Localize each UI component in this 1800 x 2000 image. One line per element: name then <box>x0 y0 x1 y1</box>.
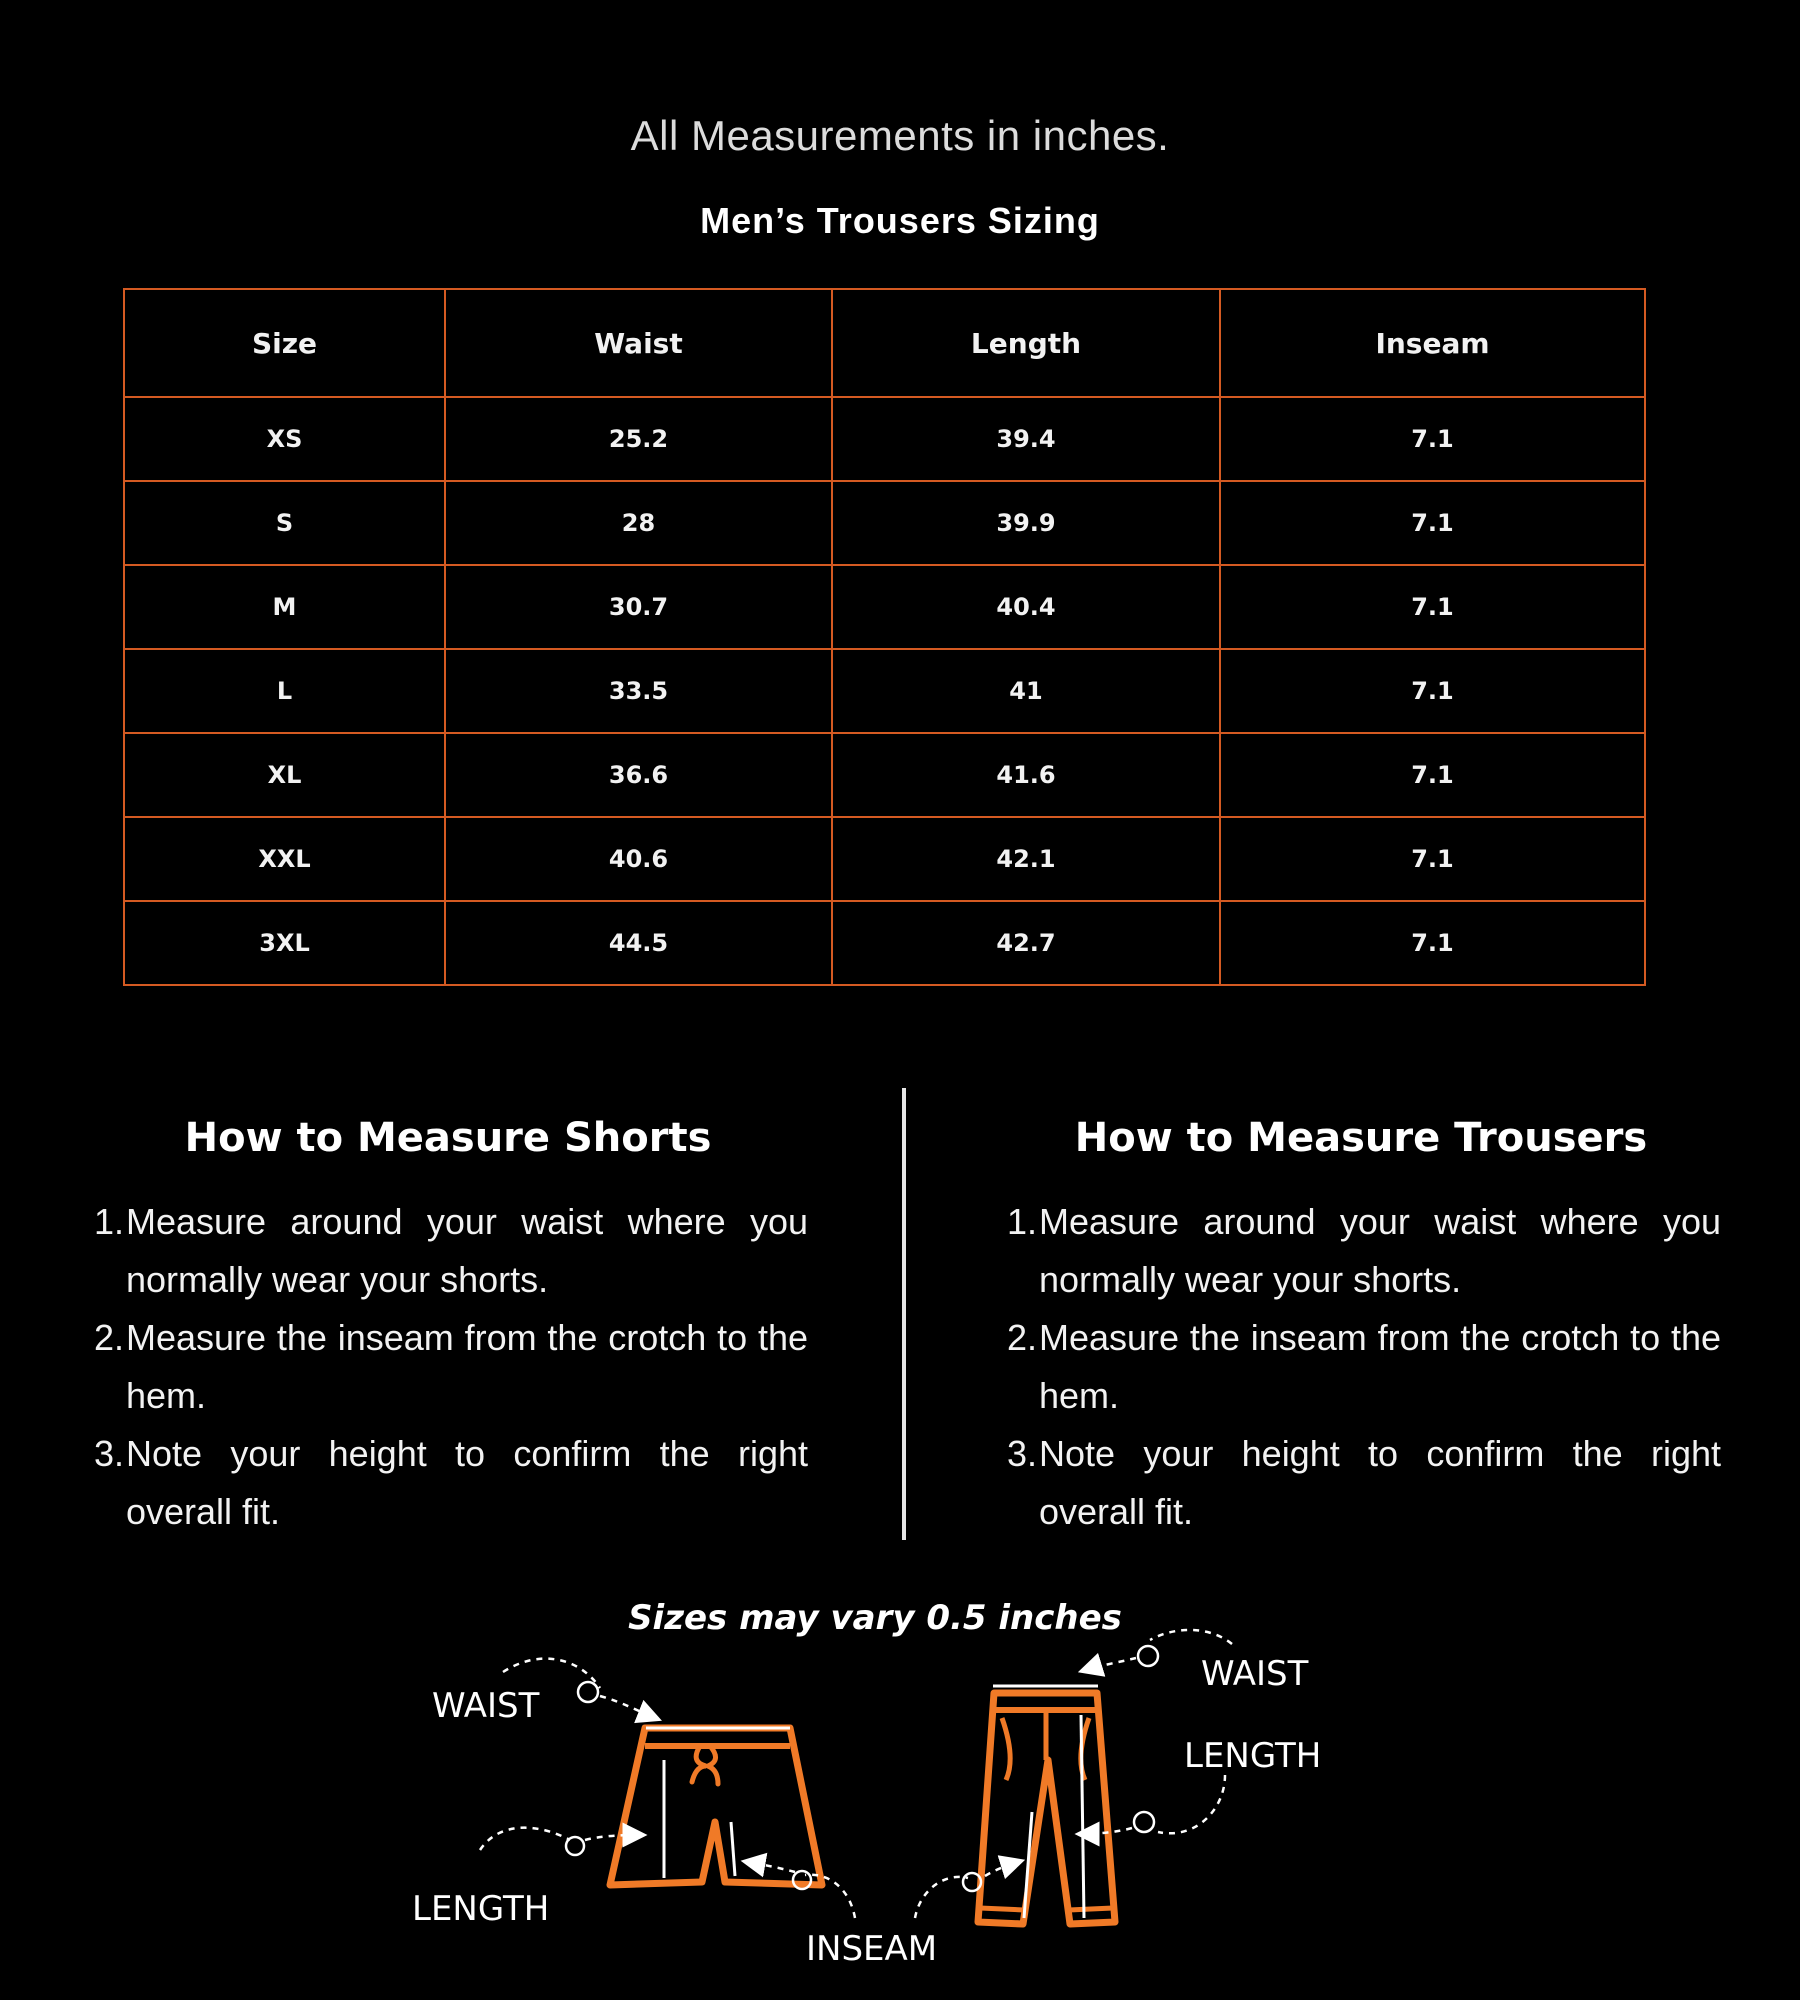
section-divider <box>902 1088 906 1540</box>
shorts-waist-label: WAIST <box>432 1686 540 1726</box>
step-number: 1. <box>1006 1201 1037 1242</box>
cell-length: 42.1 <box>832 817 1220 901</box>
column-header-waist: Waist <box>445 289 832 397</box>
trousers-steps-list <box>1001 1193 1721 1541</box>
step-text: Measure the inseam from the crotch to the hem. <box>1039 1317 1721 1416</box>
inseam-label: INSEAM <box>806 1929 938 1969</box>
cell-size: 3XL <box>124 901 445 985</box>
step-number: 2. <box>93 1317 124 1358</box>
cell-length: 41.6 <box>832 733 1220 817</box>
step-text: Note your height to confirm the right overall fit. <box>126 1433 808 1532</box>
cell-length: 42.7 <box>832 901 1220 985</box>
cell-waist: 40.6 <box>445 817 832 901</box>
cell-size: M <box>124 565 445 649</box>
cell-inseam: 7.1 <box>1220 565 1645 649</box>
trousers-icon <box>978 1686 1115 1924</box>
cell-inseam: 7.1 <box>1220 649 1645 733</box>
cell-size: XXL <box>124 817 445 901</box>
size-variance-note: Sizes may vary 0.5 inches <box>628 1598 1122 1638</box>
shorts-length-label: LENGTH <box>412 1889 550 1929</box>
cell-waist: 36.6 <box>445 733 832 817</box>
cell-waist: 33.5 <box>445 649 832 733</box>
callout-arrows <box>480 1630 1232 1918</box>
cell-waist: 30.7 <box>445 565 832 649</box>
cell-inseam: 7.1 <box>1220 901 1645 985</box>
list-item <box>88 1309 808 1425</box>
step-text: Measure the inseam from the crotch to the hem. <box>126 1317 808 1416</box>
shorts-steps-list <box>88 1193 808 1541</box>
units-note: All Measurements in inches. <box>630 112 1170 159</box>
measurement-diagram <box>0 1600 1800 2000</box>
table-row <box>124 397 1645 481</box>
cell-size: S <box>124 481 445 565</box>
trousers-guide <box>1001 1115 1721 1541</box>
cell-inseam: 7.1 <box>1220 481 1645 565</box>
column-header-inseam: Inseam <box>1220 289 1645 397</box>
table-row <box>124 901 1645 985</box>
cell-inseam: 7.1 <box>1220 397 1645 481</box>
page-title: Men’s Trousers Sizing <box>700 200 1100 241</box>
cell-waist: 28 <box>445 481 832 565</box>
cell-inseam: 7.1 <box>1220 733 1645 817</box>
table-row <box>124 565 1645 649</box>
cell-inseam: 7.1 <box>1220 817 1645 901</box>
column-header-size: Size <box>124 289 445 397</box>
shorts-guide <box>88 1115 808 1541</box>
list-item <box>88 1193 808 1309</box>
trousers-length-label: LENGTH <box>1184 1736 1322 1776</box>
shorts-guide-heading: How to Measure Shorts <box>184 1115 712 1161</box>
shorts-icon <box>610 1728 822 1885</box>
trousers-guide-heading: How to Measure Trousers <box>1074 1115 1648 1161</box>
step-number: 3. <box>93 1433 124 1474</box>
step-text: Measure around your waist where you normally wear your shorts. <box>126 1201 808 1300</box>
table-row <box>124 733 1645 817</box>
cell-length: 41 <box>832 649 1220 733</box>
cell-size: L <box>124 649 445 733</box>
step-text: Note your height to confirm the right overall fit. <box>1039 1433 1721 1532</box>
table-row <box>124 649 1645 733</box>
cell-length: 40.4 <box>832 565 1220 649</box>
size-table <box>123 288 1646 986</box>
table-row <box>124 481 1645 565</box>
cell-size: XL <box>124 733 445 817</box>
list-item <box>1001 1425 1721 1541</box>
step-number: 1. <box>93 1201 124 1242</box>
column-header-length: Length <box>832 289 1220 397</box>
step-text: Measure around your waist where you normally wear your shorts. <box>1039 1201 1721 1300</box>
list-item <box>1001 1309 1721 1425</box>
step-number: 2. <box>1006 1317 1037 1358</box>
table-header-row <box>124 289 1645 397</box>
list-item <box>88 1425 808 1541</box>
table-row <box>124 817 1645 901</box>
list-item <box>1001 1193 1721 1309</box>
cell-waist: 44.5 <box>445 901 832 985</box>
cell-length: 39.4 <box>832 397 1220 481</box>
cell-size: XS <box>124 397 445 481</box>
step-number: 3. <box>1006 1433 1037 1474</box>
trousers-waist-label: WAIST <box>1201 1654 1309 1694</box>
cell-waist: 25.2 <box>445 397 832 481</box>
cell-length: 39.9 <box>832 481 1220 565</box>
